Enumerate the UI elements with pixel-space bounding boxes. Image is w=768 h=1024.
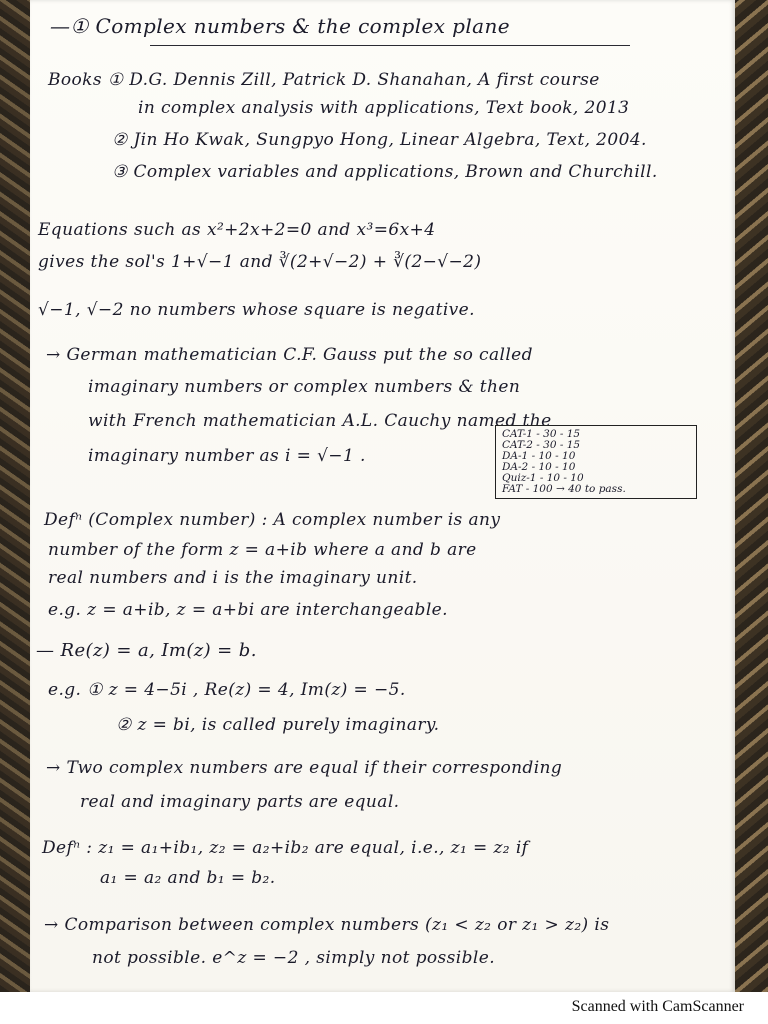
definition-line-3: real numbers and i is the imaginary unit. — [48, 568, 418, 588]
scanner-footer — [0, 992, 768, 1024]
marks-row: FAT - 100 → 40 to pass. — [502, 483, 626, 495]
definition-equal-line-2: a₁ = a₂ and b₁ = b₂. — [100, 868, 276, 888]
definition-line-2: number of the form z = a+ib where a and b are — [48, 540, 477, 560]
re-im-line: — Re(z) = a, Im(z) = b. — [36, 640, 257, 661]
equality-line-2: real and imaginary parts are equal. — [80, 792, 400, 812]
books-ref-1: Books ① D.G. Dennis Zill, Patrick D. Shanahan, A first course — [48, 70, 600, 90]
scan-background-left — [0, 0, 30, 1024]
example-line-3: ② z = bi, is called purely imaginary. — [116, 715, 440, 735]
books-ref-2: ② Jin Ho Kwak, Sungpyo Hong, Linear Algebra, Text, 2004. — [112, 130, 647, 150]
marks-row: CAT-2 - 30 - 15 — [502, 439, 581, 451]
comparison-line-2: not possible. e^z = −2 , simply not possible. — [92, 948, 496, 968]
scan-background-right — [734, 0, 768, 1024]
scanner-watermark: Scanned with CamScanner — [571, 998, 744, 1015]
marks-row: DA-2 - 10 - 10 — [502, 461, 576, 473]
example-line-2: e.g. ① z = 4−5i , Re(z) = 4, Im(z) = −5. — [48, 680, 406, 700]
equations-line-1: Equations such as x²+2x+2=0 and x³=6x+4 — [38, 220, 436, 240]
gauss-line-4: imaginary number as i = √−1 . — [88, 446, 366, 466]
equality-line-1: → Two complex numbers are equal if their corresponding — [46, 758, 563, 778]
comparison-line-1: → Comparison between complex numbers (z₁ < z₂ or z₁ > z₂) is — [44, 915, 610, 935]
books-ref-1-cont: in complex analysis with applications, Text book, 2013 — [138, 98, 630, 118]
definition-line-1: Defⁿ (Complex number) : A complex number is any — [44, 510, 501, 530]
equations-line-2: gives the sol's 1+√−1 and ∛(2+√−2) + ∛(2−√−2) — [38, 252, 482, 272]
marks-box — [495, 425, 697, 499]
gauss-line-2: imaginary numbers or complex numbers & then — [88, 377, 521, 397]
gauss-line-3: with French mathematician A.L. Cauchy named the — [88, 411, 552, 431]
marks-row: Quiz-1 - 10 - 10 — [502, 472, 584, 484]
marks-row: DA-1 - 10 - 10 — [502, 450, 576, 462]
gauss-line-1: → German mathematician C.F. Gauss put the so called — [46, 345, 533, 365]
title-underline — [150, 45, 630, 46]
books-ref-3: ③ Complex variables and applications, Brown and Churchill. — [112, 162, 658, 182]
notebook-page — [30, 0, 735, 992]
definition-equal-line-1: Defⁿ : z₁ = a₁+ib₁, z₂ = a₂+ib₂ are equal, i.e., z₁ = z₂ if — [42, 838, 529, 858]
page-title: —① Complex numbers & the complex plane — [50, 14, 511, 38]
marks-row: CAT-1 - 30 - 15 — [502, 428, 581, 440]
equations-line-3: √−1, √−2 no numbers whose square is negative. — [38, 300, 475, 320]
example-line-1: e.g. z = a+ib, z = a+bi are interchangeable. — [48, 600, 448, 620]
